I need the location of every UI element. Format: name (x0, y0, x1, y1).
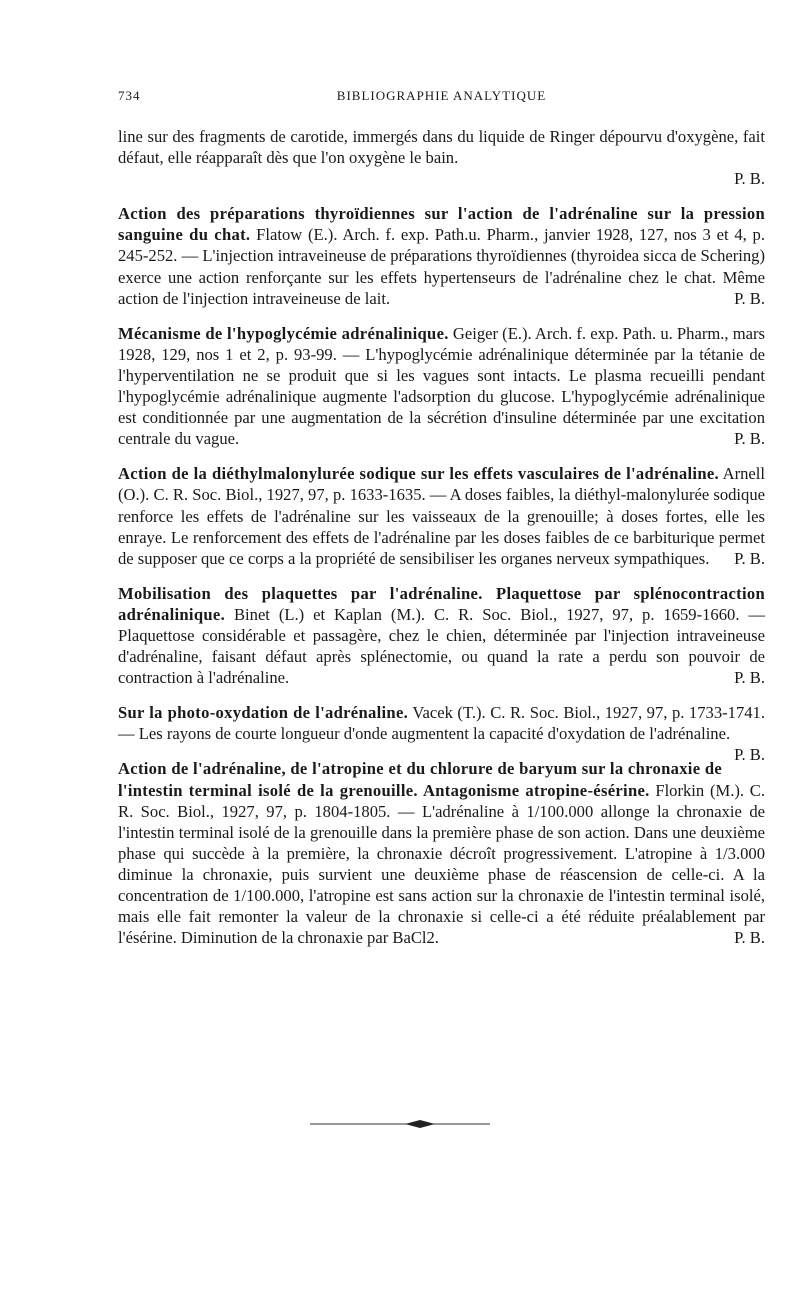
entry-signature: P. B. (734, 288, 765, 308)
end-ornament-rule (310, 1118, 490, 1130)
entry-platelets (118, 583, 765, 688)
bibliography-content (118, 126, 765, 962)
ornament-icon (310, 1118, 490, 1130)
entry-signature: P. B. (734, 745, 765, 765)
entry-text: Binet (L.) et Kaplan (M.). C. R. Soc. Biol., 1927, 97, p. 1659-1660. — Plaquettose considérable et passagère, chez le chien, déterminée par l'injection intraveineuse d'adrénaline, faisant défaut après splénectomie, ou quand la rate a perdu son pouvoir de contraction à l'adrénaline. (118, 604, 766, 688)
entry-hypoglycemia (118, 323, 765, 450)
entry-title: Sur la photo-oxydation de l'adrénaline. (118, 703, 409, 723)
entry-diethylmalonylurea (118, 463, 765, 568)
entry-chronaxie (118, 758, 765, 948)
entry-text: Vacek (T.). C. R. Soc. Biol., 1927, 97, p. 1733-1741. — Les rayons de courte longueur d'onde augmentent la capacité d'oxydation de l'adrénaline. (118, 703, 765, 744)
entry-continuation (118, 126, 765, 189)
entry-photo-oxidation (118, 702, 765, 765)
entry-title: Mécanisme de l'hypoglycémie adrénalinique. (118, 323, 449, 343)
entry-title: Mobilisation des plaquettes par l'adrénaline. Plaquettose par splénocontraction adrénalinique. (118, 583, 765, 624)
entry-text: Flatow (E.). Arch. f. exp. Path.u. Pharm., janvier 1928, 127, nos 3 et 4, p. 245-252. — L'injection intraveineuse de préparations thyroïdiennes (thyroidea sicca de Schering) exerce une action renforçante sur les effets hypertenseurs de l'adrénaline chez le chat. Même action de l'injection intraveineuse de lait. (118, 225, 765, 308)
page-header (118, 88, 765, 108)
entry-title: Action de la diéthylmalonylurée sodique sur les effets vasculaires de l'adrénaline. (118, 464, 719, 484)
entry-text: Arnell (O.). C. R. Soc. Biol., 1927, 97, p. 1633-1635. — A doses faibles, la diéthyl-malonylurée sodique renforce les effets de l'adrénaline sur les vaisseaux de la grenouille; à doses fortes, elle les enraye. Le renforcement des effets de l'adrénaline par les doses faibles de ce barbiturique permet de supposer que ce corps a la propriété de sensibiliser les organes nerveux sympathiques. (118, 464, 765, 568)
entry-text: Geiger (E.). Arch. f. exp. Path. u. Pharm., mars 1928, 129, nos 1 et 2, p. 93-99. — L'hypoglycémie adrénalinique déterminée par la tétanie de l'hyperventilation ne se produit que si les vagues sont intacts. Le plasma recueilli pendant l'hypoglycémie adrénalinique augmente l'adsorption du glucose. L'hypoglycémie adrénalinique est conditionnée par une augmentation de la sécrétion d'insuline déterminée par une excitation centrale du vague. (118, 323, 765, 449)
entry-text: line sur des fragments de carotide, immergés dans du liquide de Ringer dépourvu d'oxygène, fait défaut, elle réapparaît dès que l'on oxygène le bain. (118, 127, 765, 168)
entry-title: Action de l'adrénaline, de l'atropine et du chlorure de baryum sur la chronaxie de l'intestin terminal isolé de la grenouille. Antagonisme atropine-ésérine. (118, 759, 723, 800)
page-number: 734 (118, 88, 141, 103)
entry-signature: P. B. (734, 668, 765, 688)
entry-signature: P. B. (734, 429, 765, 449)
entry-signature: P. B. (734, 548, 765, 568)
running-title: BIBLIOGRAPHIE ANALYTIQUE (336, 88, 547, 103)
entry-text: Florkin (M.). C. R. Soc. Biol., 1927, 97, p. 1804-1805. — L'adrénaline à 1/100.000 allonge la chronaxie de l'intestin terminal isolé de la grenouille dans la première phase de son action. Dans une deuxième phase qui succède à la première, la chronaxie décroît progressivement. L'atropine à 1/3.000 diminue la chronaxie, puis survient une deuxième phase de réascension de celle-ci. A la concentration de 1/100.000, l'atropine est sans action sur la chronaxie de l'intestin terminal isolé, mais elle fait remonter la valeur de la chronaxie si celle-ci a été réduite préalablement par l'ésérine. Diminution de la chronaxie par BaCl2. (118, 780, 766, 948)
entry-title: Action des préparations thyroïdiennes sur l'action de l'adrénaline sur la pression sanguine du chat. (118, 204, 765, 245)
entry-thyroid-adrenaline (118, 203, 765, 308)
entry-signature: P. B. (734, 169, 765, 189)
entry-signature: P. B. (734, 928, 765, 948)
